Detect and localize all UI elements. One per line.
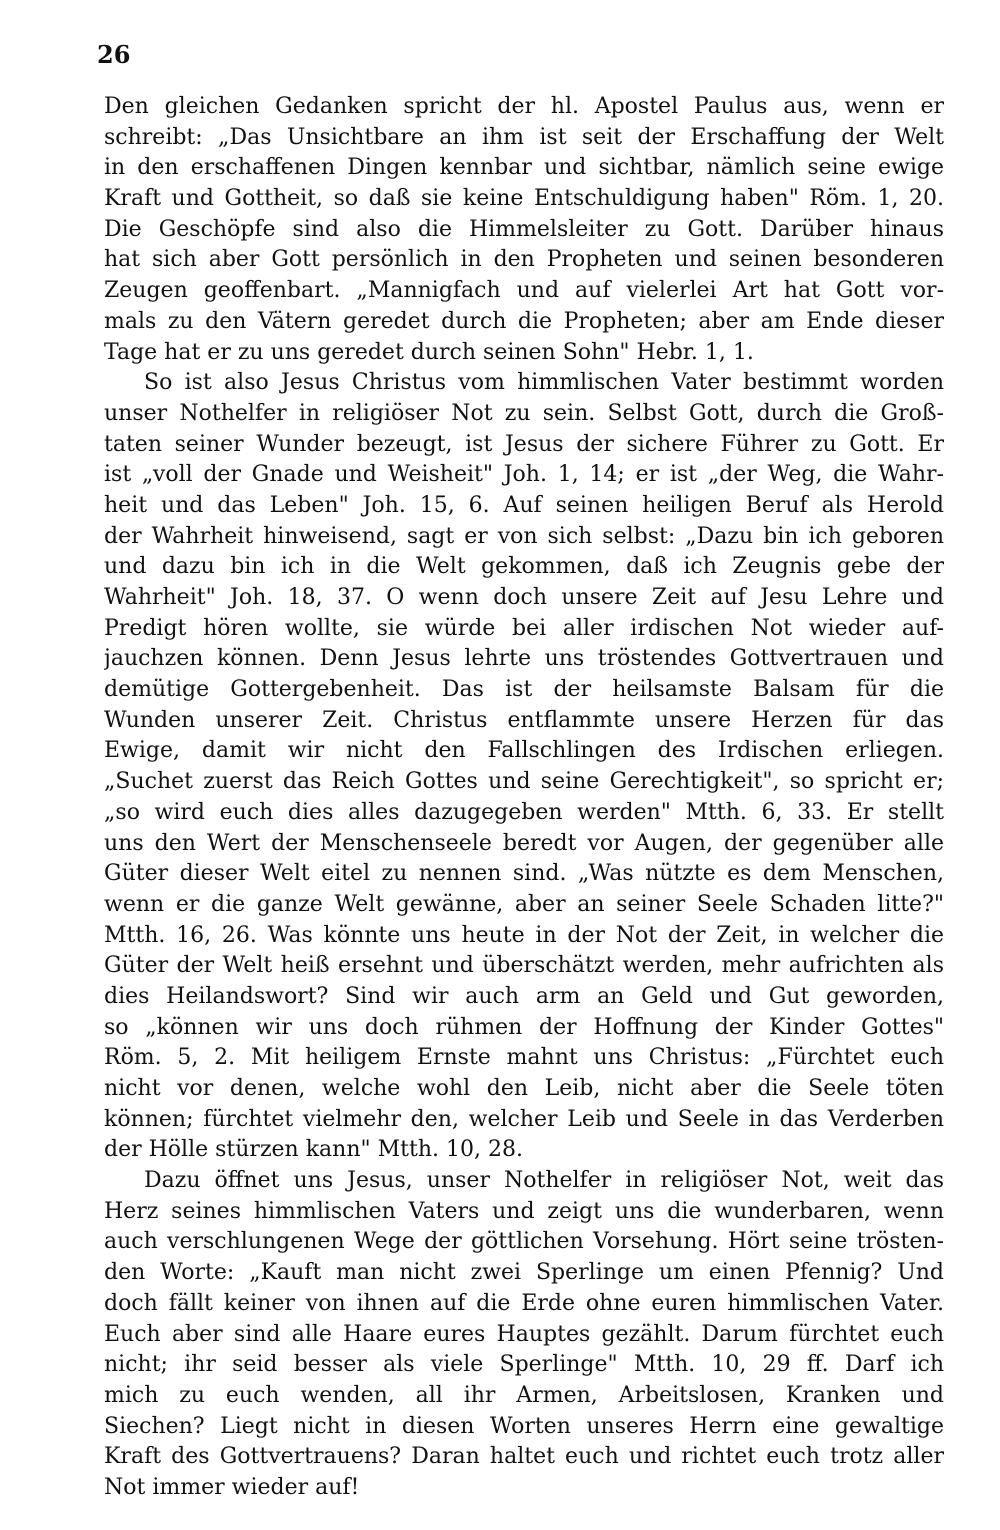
text-line: nicht vor denen, welche wohl den Leib, nicht aber die Seele töten	[104, 1076, 944, 1101]
text-line: hat sich aber Gott persönlich in den Propheten und seinen besonderen	[104, 247, 944, 273]
text-line: den Worte: „Kauft man nicht zwei Sperlinge um einen Pfennig? Und	[104, 1260, 944, 1286]
text-line: nicht; ihr seid besser als viele Sperlinge" Mtth. 10, 29 ff. Darf ich	[104, 1352, 944, 1378]
text-line: dies Heilandswort? Sind wir auch arm an Geld und Gut geworden,	[104, 983, 944, 1009]
text-line: so „können wir uns doch rühmen der Hoffnung der Kinder Gottes"	[104, 1014, 944, 1040]
text-line: mich zu euch wenden, all ihr Armen, Arbeitslosen, Kranken und	[104, 1382, 944, 1408]
text-line: Kraft des Gottvertrauens? Daran haltet euch und richtet euch trotz aller	[104, 1444, 944, 1470]
text-line: taten seiner Wunder bezeugt, ist Jesus der sichere Führer zu Gott. Er	[104, 431, 944, 457]
text-line: Wunden unserer Zeit. Christus entflammte unsere Herzen für das	[104, 707, 944, 733]
text-line: heit und das Leben" Joh. 15, 6. Auf seinen heiligen Beruf als Herold	[104, 492, 944, 518]
text-line: Euch aber sind alle Haare eures Hauptes gezählt. Darum fürchtet euch	[104, 1321, 944, 1347]
text-line: ist „voll der Gnade und Weisheit" Joh. 1, 14; er ist „der Weg, die Wahr-	[104, 462, 944, 488]
text-line: Ewige, damit wir nicht den Fallschlingen des Irdischen erliegen.	[104, 738, 944, 764]
text-line: Siechen? Liegt nicht in diesen Worten unseres Herrn eine gewaltige	[104, 1413, 944, 1439]
text-line: Röm. 5, 2. Mit heiligem Ernste mahnt uns Christus: „Fürchtet euch	[104, 1045, 944, 1071]
text-line: schreibt: „Das Unsichtbare an ihm ist seit der Erschaffung der Welt	[104, 124, 944, 150]
text-line: der Wahrheit hinweisend, sagt er von sich selbst: „Dazu bin ich geboren	[104, 523, 944, 549]
body-text	[104, 92, 944, 1504]
text-line: und dazu bin ich in die Welt gekommen, daß ich Zeugnis gebe der	[104, 554, 944, 580]
page-number: 26	[97, 40, 131, 69]
text-line: „Suchet zuerst das Reich Gottes und seine Gerechtigkeit", so spricht er;	[104, 769, 944, 795]
text-line: uns den Wert der Menschenseele beredt vor Augen, der gegenüber alle	[104, 830, 944, 856]
text-line: Kraft und Gottheit, so daß sie keine Entschuldigung haben" Röm. 1, 20.	[104, 186, 944, 212]
text-line: Zeugen geoffenbart. „Mannigfach und auf vielerlei Art hat Gott vor-	[104, 278, 944, 304]
text-line: Die Geschöpfe sind also die Himmelsleiter zu Gott. Darüber hinaus	[104, 216, 944, 242]
text-line: können; fürchtet vielmehr den, welcher Leib und Seele in das Verderben	[104, 1106, 944, 1132]
text-line: wenn er die ganze Welt gewänne, aber an seiner Seele Schaden litte?"	[104, 891, 944, 917]
text-line: Not immer wieder auf!	[104, 1474, 360, 1500]
text-line: doch fällt keiner von ihnen auf die Erde ohne euren himmlischen Vater.	[104, 1290, 944, 1316]
text-line: mals zu den Vätern geredet durch die Propheten; aber am Ende dieser	[104, 308, 944, 334]
text-line: Mtth. 16, 26. Was könnte uns heute in der Not der Zeit, in welcher die	[104, 922, 944, 948]
text-line: Güter der Welt heiß ersehnt und überschätzt werden, mehr aufrichten als	[104, 953, 944, 979]
text-line: Wahrheit" Joh. 18, 37. O wenn doch unsere Zeit auf Jesu Lehre und	[104, 585, 944, 610]
text-line: unser Nothelfer in religiöser Not zu sein. Selbst Gott, durch die Groß-	[104, 400, 944, 426]
text-line: Dazu öffnet uns Jesus, unser Nothelfer in religiöser Not, weit das	[144, 1168, 944, 1194]
text-line: demütige Gottergebenheit. Das ist der heilsamste Balsam für die	[104, 677, 944, 703]
text-line: Tage hat er zu uns geredet durch seinen Sohn" Hebr. 1, 1.	[104, 339, 754, 365]
text-line: So ist also Jesus Christus vom himmlischen Vater bestimmt worden	[144, 370, 944, 396]
text-line: „so wird euch dies alles dazugegeben werden" Mtth. 6, 33. Er stellt	[104, 799, 944, 825]
text-line: Predigt hören wollte, sie würde bei aller irdischen Not wieder auf-	[104, 615, 944, 641]
text-line: auch verschlungenen Wege der göttlichen Vorsehung. Hört seine trösten-	[104, 1229, 944, 1255]
text-line: Güter dieser Welt eitel zu nennen sind. „Was nützte es dem Menschen,	[104, 861, 944, 887]
text-line: Herz seines himmlischen Vaters und zeigt uns die wunderbaren, wenn	[104, 1198, 944, 1224]
text-line: der Hölle stürzen kann" Mtth. 10, 28.	[104, 1137, 523, 1163]
text-line: jauchzen können. Denn Jesus lehrte uns tröstendes Gottvertrauen und	[104, 646, 944, 672]
text-line: in den erschaffenen Dingen kennbar und sichtbar, nämlich seine ewige	[104, 155, 944, 181]
text-line: Den gleichen Gedanken spricht der hl. Apostel Paulus aus, wenn er	[104, 94, 944, 119]
